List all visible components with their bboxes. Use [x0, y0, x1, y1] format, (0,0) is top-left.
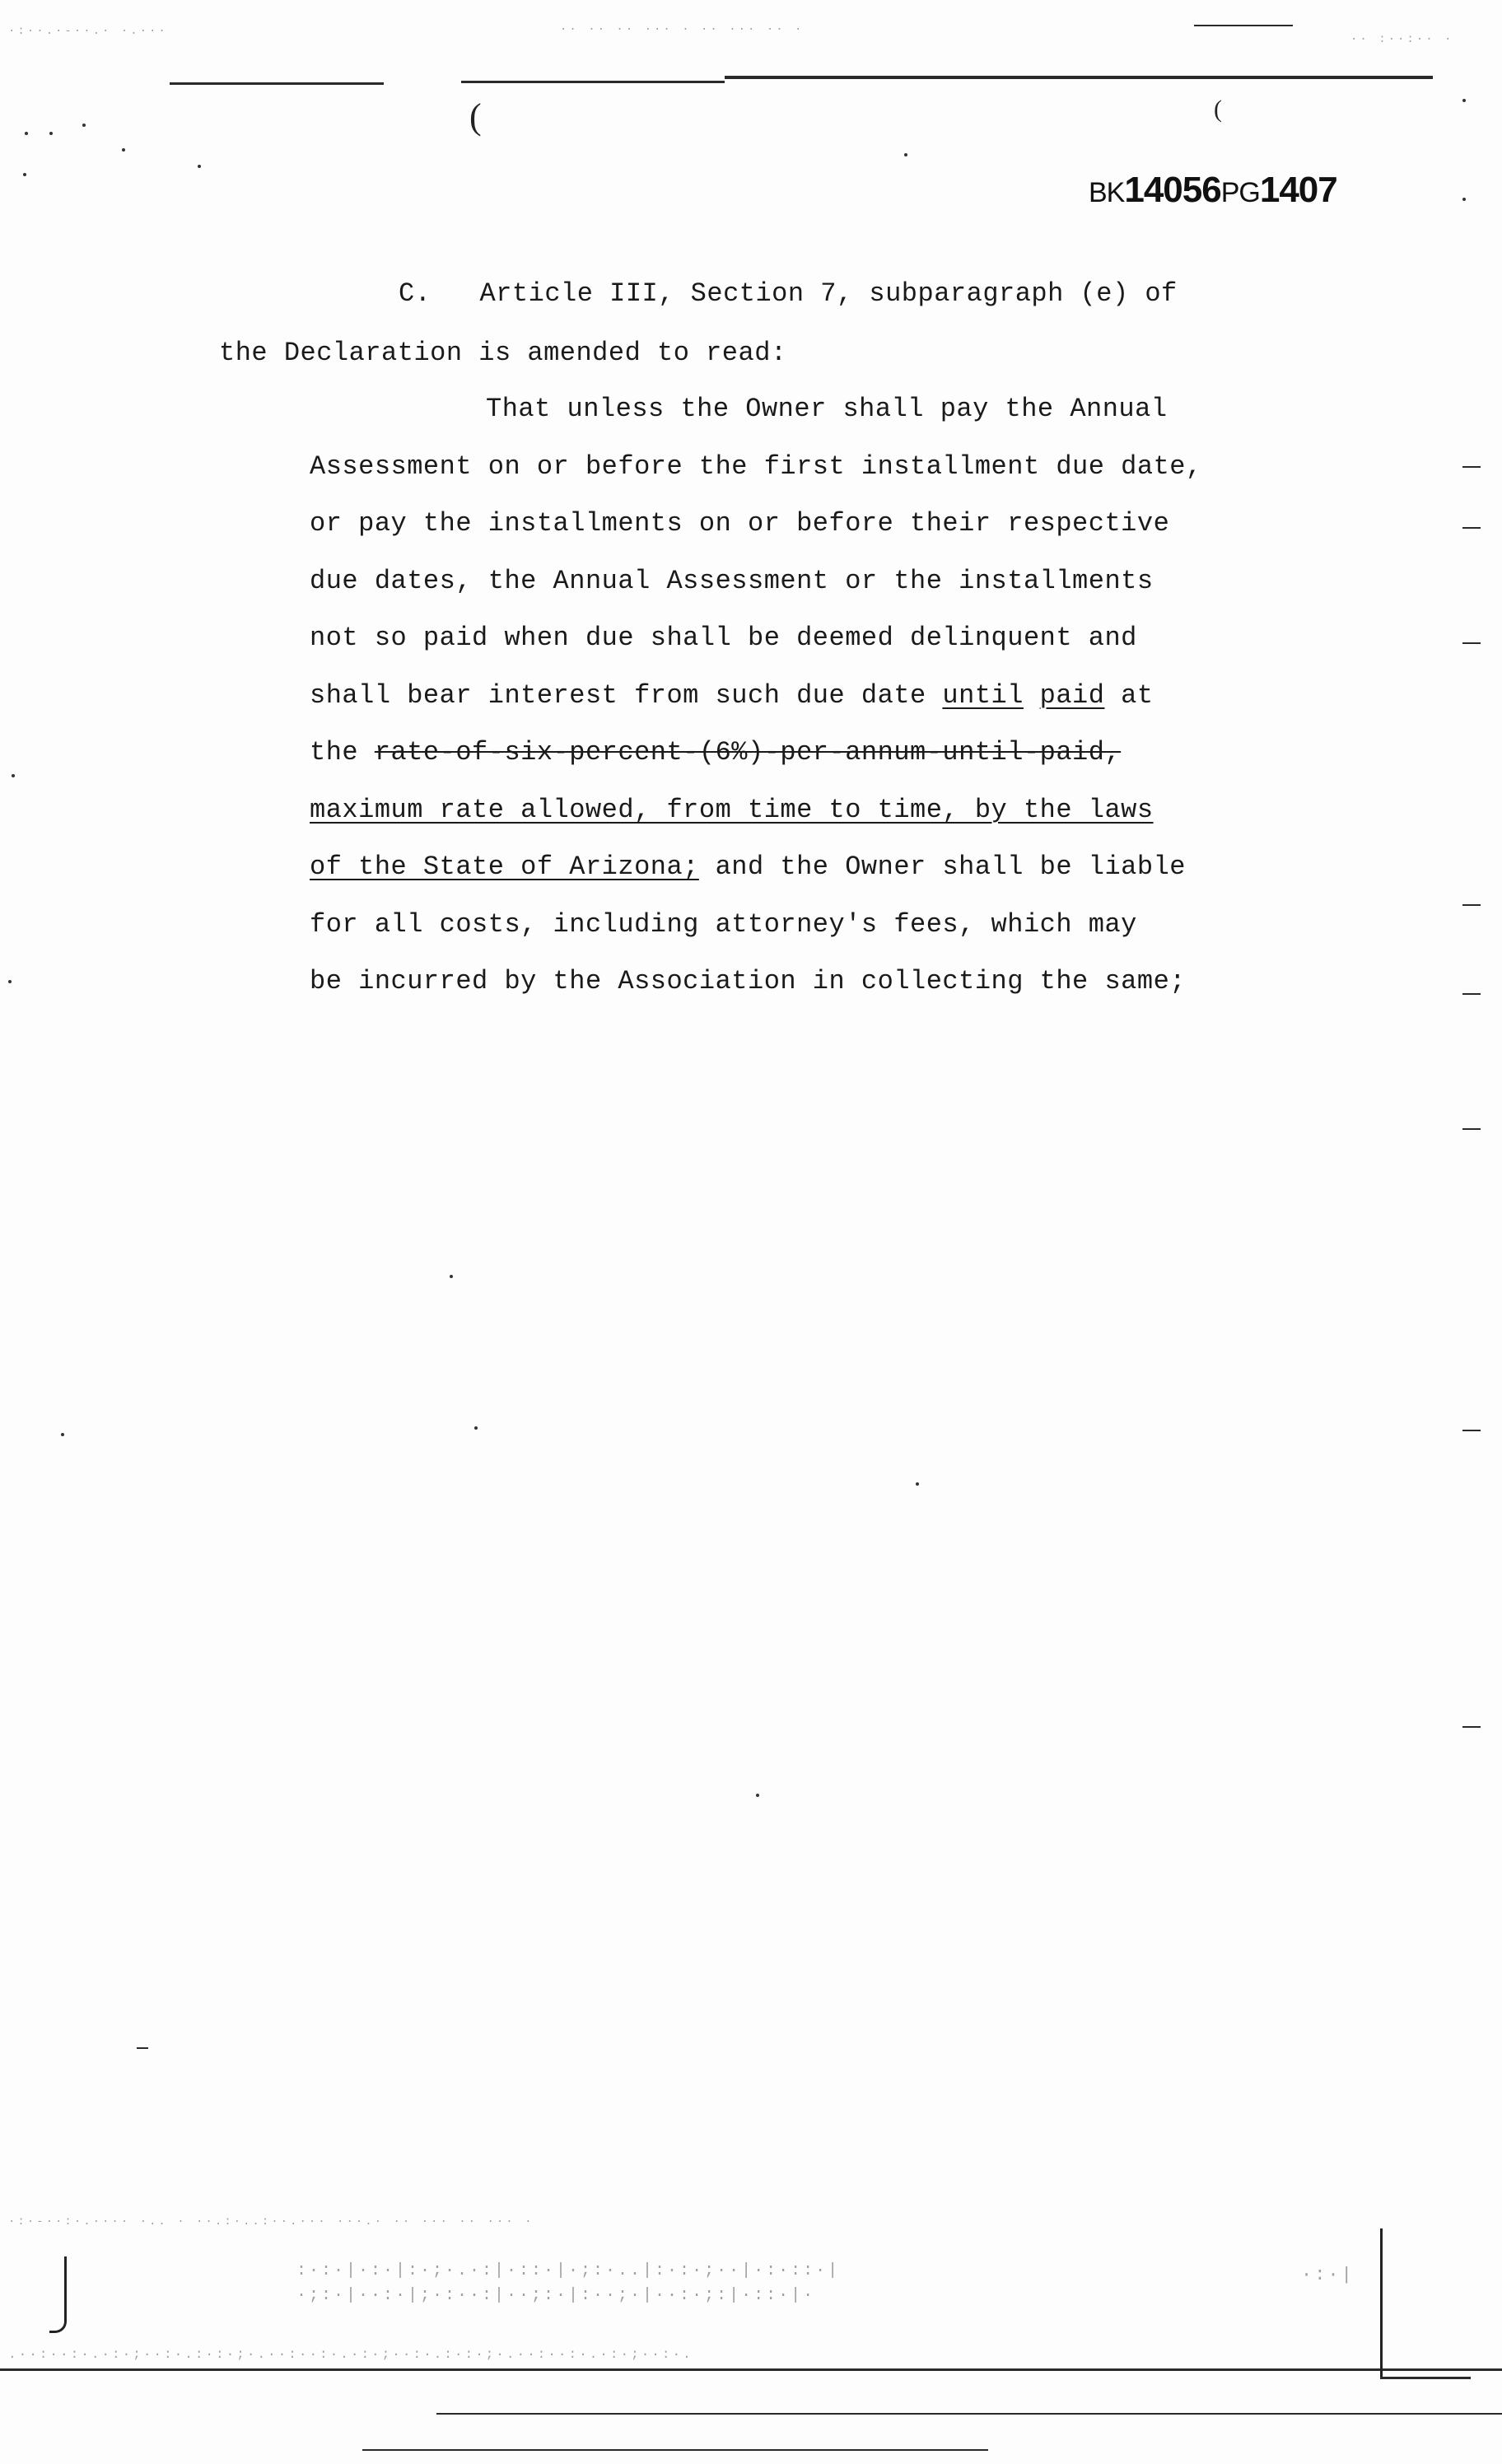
underlined-insertion: until [942, 680, 1024, 711]
line-text: not so paid when due shall be deemed delinquent and [310, 623, 1137, 653]
top-rule-short [1194, 25, 1293, 26]
recording-number [1089, 170, 1337, 211]
underlined-insertion: maximum rate allowed, from time to time, by the laws [310, 795, 1154, 825]
page-number: 1407 [1259, 170, 1337, 210]
top-rule-center [461, 81, 725, 83]
scan-artifact-strip: ·:·-··:·.···· ·.. · ··.:·..:··.··· ···.· ·· ··· ·· ··· · :·:·|·:·|:·;·.·:|·::·|·;:·..|:·:·;··|·:·::·| ·;:·|··:·|;·:··:|··;:·|:··;·|··:·;:|·::·|· ·:·| .··:··:·.·:·;··:·.:·:·;·.··:··:·.·:·;··:·.:·:·;·.··:··:·.·:·;··:·. [0, 2215, 1502, 2396]
section-heading-line [399, 278, 1178, 309]
amended-text-line [310, 852, 1186, 882]
line-text: and the Owner shall be liable [698, 852, 1186, 882]
margin-bracket-right [1380, 2228, 1389, 2377]
amended-text-line [310, 909, 1137, 940]
section-heading-text: Article III, Section 7, subparagraph (e) of [479, 278, 1178, 309]
left-parenthesis: ( [469, 96, 482, 137]
amended-text-line [310, 795, 1154, 825]
line-text: shall bear interest from such due date [310, 680, 943, 711]
section-label: C. [399, 278, 431, 309]
amended-text-line [310, 680, 1154, 711]
amendment-intro: the Declaration is amended to read: [219, 338, 787, 368]
amended-text-line [310, 737, 1121, 768]
scan-noise-top-left: ·:··.·-··.· ·.··· [8, 25, 168, 38]
right-mark: ( [1214, 96, 1222, 123]
amended-text-line [310, 508, 1169, 539]
line-text: or pay the installments on or before their respective [310, 508, 1170, 539]
top-rule-right [725, 76, 1433, 79]
amended-text-line [310, 451, 1202, 482]
top-rule-left [170, 82, 384, 85]
line-text: for all costs, including attorney's fees, which may [310, 909, 1137, 940]
line-text: be incurred by the Association in collecting the same; [310, 966, 1186, 996]
underlined-insertion: paid [1039, 680, 1105, 711]
line-text [1024, 680, 1040, 711]
underlined-insertion: of the State of Arizona; [310, 852, 699, 882]
scan-noise-top-right: ·· :··:·· · [1350, 33, 1454, 46]
amended-text-line [310, 566, 1154, 596]
page-prefix: PG [1220, 177, 1260, 208]
line-text: at [1104, 680, 1154, 711]
amended-text-line [310, 966, 1186, 996]
book-prefix: BK [1089, 177, 1125, 208]
struck-deletion: rate-of-six-percent-(6%)-per-annum-until-paid, [374, 737, 1122, 768]
line-text: the [310, 737, 375, 768]
scan-noise-top-center: ·· ·· ·· ··· · ·· ··· ·· · [560, 23, 805, 36]
amended-text-line [486, 394, 1168, 424]
amended-text-line [310, 623, 1137, 653]
book-number: 14056 [1124, 170, 1221, 210]
line-text: That unless the Owner shall pay the Annual [486, 394, 1168, 424]
margin-bracket-left [49, 2256, 67, 2333]
line-text: due dates, the Annual Assessment or the installments [310, 566, 1154, 596]
line-text: Assessment on or before the first installment due date, [310, 451, 1202, 482]
